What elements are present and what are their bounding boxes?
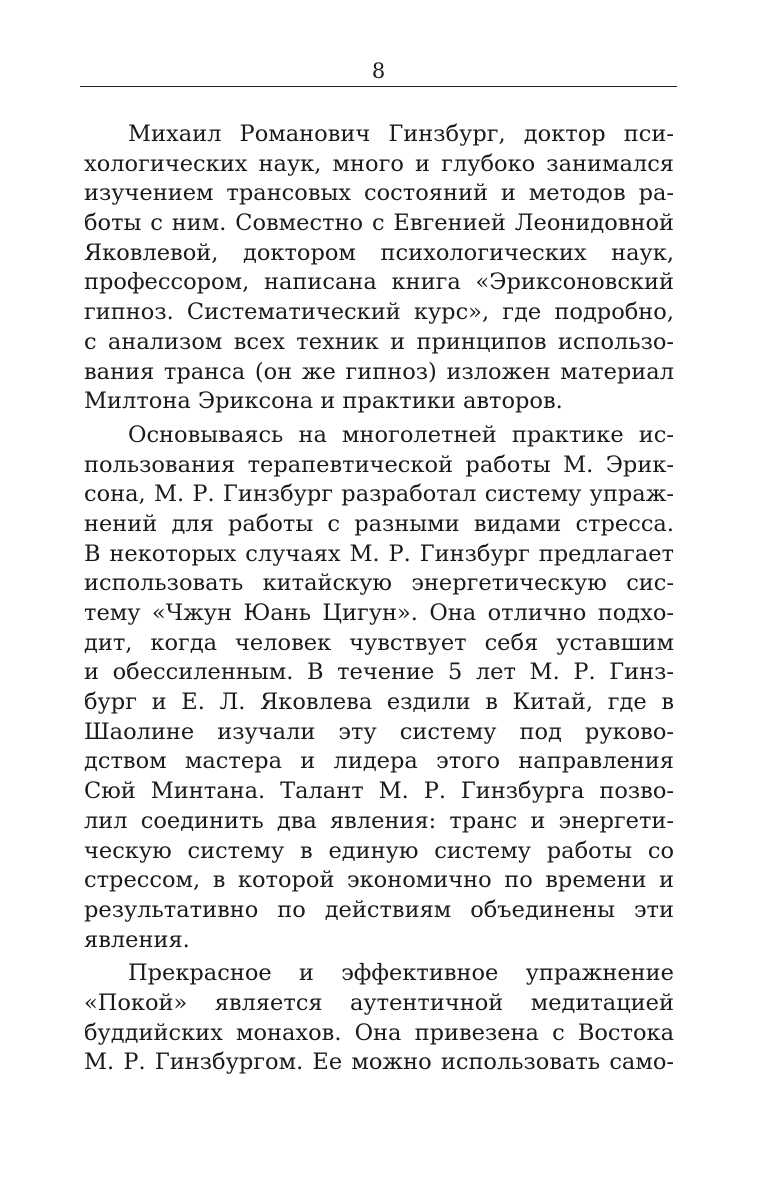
text-line: Милтона Эриксона и практики авторов. [84, 388, 563, 415]
text-line: явления. [84, 926, 190, 953]
text-line: Яковлевой, доктором психологических наук, [84, 239, 674, 266]
text-line: использовать китайскую энергетическую сис- [84, 570, 674, 597]
text-line: профессором, написана книга «Эриксоновский [84, 269, 674, 296]
text-line: Основываясь на многолетней практике ис- [128, 421, 674, 448]
text-line: Прекрасное и эффективное упражнение [128, 960, 674, 987]
text-line: результативно по действиям объединены эти [84, 896, 674, 923]
text-line: «Покой» является аутентичной медитацией [84, 989, 674, 1016]
paragraph-1 [84, 120, 674, 417]
paragraph-2 [84, 421, 674, 955]
text-line: боты с ним. Совместно с Евгенией Леонидовной [84, 210, 674, 237]
header-rule [80, 86, 677, 87]
text-line: и обессиленным. В течение 5 лет М. Р. Гинз- [84, 659, 674, 686]
text-line: тему «Чжун Юань Цигун». Она отлично подхо- [84, 600, 674, 626]
text-line: дством мастера и лидера этого направления [84, 748, 674, 775]
text-line: бург и Е. Л. Яковлева ездили в Китай, где в [84, 689, 674, 716]
page-number: 8 [371, 59, 386, 83]
text-line: М. Р. Гинзбургом. Ее можно использовать само- [84, 1049, 674, 1076]
text-line: ческую систему в единую систему работы со [84, 837, 674, 864]
text-line: нений для работы с разными видами стресса. [84, 510, 674, 537]
text-line: гипноз. Систематический курс», где подробно, [84, 299, 674, 326]
text-line: вания транса (он же гипноз) изложен материал [84, 358, 674, 385]
text-line: лил соединить два явления: транс и энергети- [84, 807, 674, 834]
text-line: с анализом всех техник и принципов использо- [84, 328, 674, 355]
text-line: буддийских монахов. Она привезена с Востока [84, 1019, 674, 1046]
text-line: хологических наук, много и глубоко занимался [84, 150, 674, 177]
text-line: Шаолине изучали эту систему под руково- [84, 718, 674, 745]
paragraph-3 [84, 959, 674, 1078]
text-line: стрессом, в которой экономично по времени и [84, 867, 674, 894]
text-line: пользования терапевтической работы М. Эрик- [84, 451, 674, 478]
text-line: Михаил Романович Гинзбург, доктор пси- [128, 121, 674, 147]
text-line: изучением трансовых состояний и методов ра- [84, 180, 674, 207]
text-line: Сюй Минтана. Талант М. Р. Гинзбурга позво- [84, 778, 674, 805]
text-line: В некоторых случаях М. Р. Гинзбург предлагает [84, 540, 674, 567]
body-text [84, 120, 674, 1078]
text-line: дит, когда человек чувствует себя уставшим [84, 629, 674, 656]
text-line: сона, М. Р. Гинзбург разработал систему упраж- [84, 481, 674, 508]
